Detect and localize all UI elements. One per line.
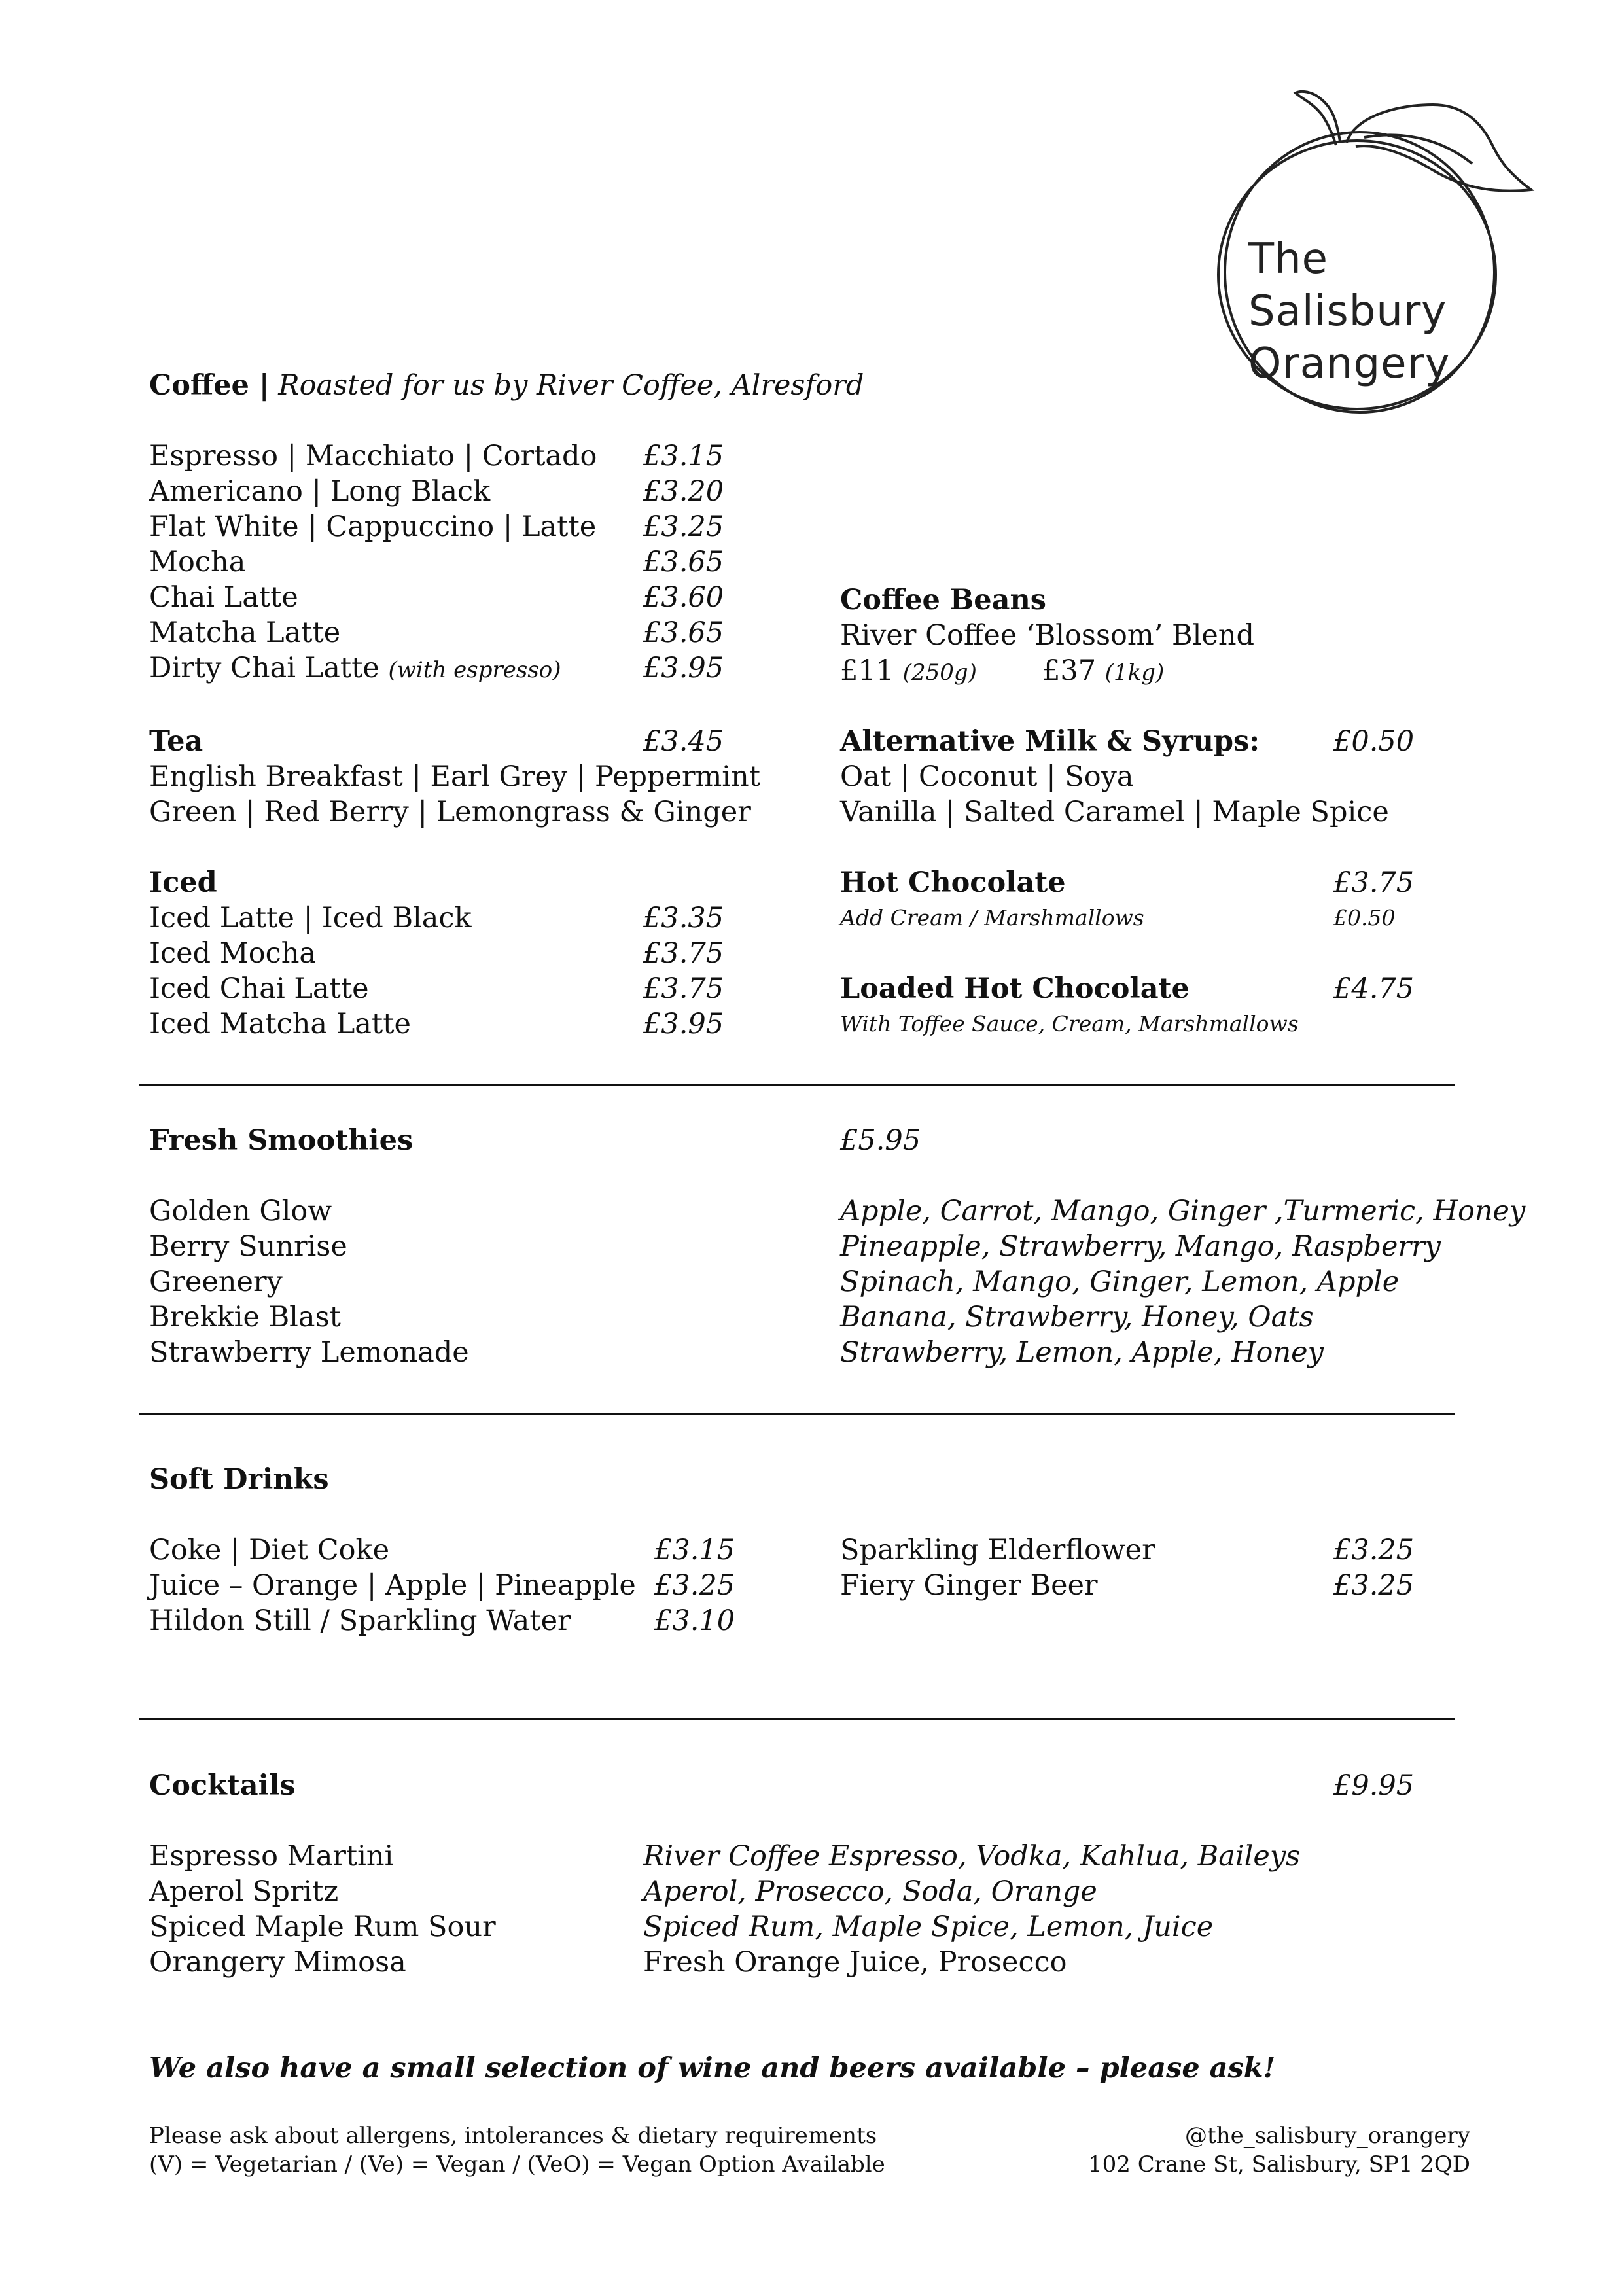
smoothie-desc-list bbox=[840, 1193, 1525, 1370]
list-item: Brekkie Blast bbox=[149, 1301, 341, 1333]
item-desc: Spiced Rum, Maple Spice, Lemon, Juice bbox=[643, 1911, 1214, 1943]
coffee-heading bbox=[149, 368, 864, 403]
wine-note: We also have a small selection of wine and beers available – please ask! bbox=[149, 2052, 1276, 2085]
coffee-title: Coffee | bbox=[149, 369, 270, 402]
soft-left-list bbox=[149, 1532, 636, 1638]
item-price: £3.75 bbox=[643, 937, 724, 970]
list-item: Berry Sunrise bbox=[149, 1230, 347, 1263]
item-desc: Strawberry, Lemon, Apple, Honey bbox=[840, 1336, 1324, 1369]
list-item bbox=[149, 615, 597, 650]
hot-choc-title: Hot Chocolate bbox=[840, 866, 1066, 899]
logo-text-line1: The bbox=[1248, 235, 1329, 283]
smoothies-title: Fresh Smoothies bbox=[149, 1124, 414, 1157]
item-desc: Banana, Strawberry, Honey, Oats bbox=[840, 1301, 1314, 1333]
item-desc: River Coffee Espresso, Vodka, Kahlua, Baileys bbox=[643, 1840, 1301, 1873]
smoothie-name-list bbox=[149, 1193, 469, 1370]
item-price: £3.25 bbox=[1333, 1534, 1415, 1566]
address: 102 Crane St, Salisbury, SP1 2QD bbox=[1088, 2151, 1470, 2178]
section-divider bbox=[139, 1718, 1455, 1720]
hot-choc-price: £3.75 bbox=[1333, 866, 1415, 899]
list-item: Strawberry Lemonade bbox=[149, 1336, 469, 1369]
footer-left bbox=[149, 2121, 885, 2179]
alt-milk-line1: Oat | Coconut | Soya bbox=[840, 760, 1134, 793]
list-item: Hildon Still / Sparkling Water bbox=[149, 1604, 571, 1637]
dietary-key: (V) = Vegetarian / (Ve) = Vegan / (VeO) = Vegan Option Available bbox=[149, 2151, 885, 2178]
alt-milk-line2: Vanilla | Salted Caramel | Maple Spice bbox=[840, 796, 1389, 828]
item-name: Chai Latte bbox=[149, 581, 298, 614]
beans-large-size: (1kg) bbox=[1104, 660, 1165, 686]
soft-right-prices bbox=[1333, 1532, 1414, 1603]
item-price: £3.20 bbox=[643, 475, 724, 508]
item-price: £3.15 bbox=[654, 1534, 735, 1566]
list-item: Coke | Diet Coke bbox=[149, 1534, 390, 1566]
tea-price: £3.45 bbox=[643, 725, 724, 758]
allergens-note: Please ask about allergens, intolerances & dietary requirements bbox=[149, 2123, 877, 2149]
section-divider bbox=[139, 1084, 1455, 1086]
list-item: Aperol Spritz bbox=[149, 1875, 339, 1908]
coffee-subtitle: Roasted for us by River Coffee, Alresford bbox=[278, 369, 864, 402]
smoothies-price: £5.95 bbox=[840, 1124, 921, 1157]
list-item bbox=[149, 474, 597, 509]
item-desc: Aperol, Prosecco, Soda, Orange bbox=[643, 1875, 1097, 1908]
item-name: Mocha bbox=[149, 546, 246, 578]
loaded-choc-title: Loaded Hot Chocolate bbox=[840, 972, 1190, 1005]
orangery-logo bbox=[1184, 79, 1551, 471]
soft-drinks-title: Soft Drinks bbox=[149, 1463, 329, 1496]
loaded-choc-desc: With Toffee Sauce, Cream, Marshmallows bbox=[840, 1011, 1299, 1036]
item-price: £3.95 bbox=[643, 652, 724, 684]
beans-small-size: (250g) bbox=[902, 660, 977, 686]
iced-price-list bbox=[643, 900, 724, 1042]
iced-item-list bbox=[149, 900, 472, 1042]
beans-small bbox=[840, 653, 977, 690]
alt-milk-price: £0.50 bbox=[1333, 725, 1415, 758]
footer-right bbox=[1088, 2121, 1470, 2179]
list-item: Greenery bbox=[149, 1265, 283, 1298]
tea-line1: English Breakfast | Earl Grey | Peppermint bbox=[149, 760, 761, 793]
logo-text-line3: Orangery bbox=[1248, 340, 1451, 388]
item-price: £3.25 bbox=[654, 1569, 735, 1602]
cocktails-price: £9.95 bbox=[1333, 1769, 1415, 1802]
list-item: Iced Matcha Latte bbox=[149, 1008, 411, 1040]
list-item bbox=[149, 438, 597, 474]
beans-small-price: £11 bbox=[840, 654, 894, 687]
item-price: £3.25 bbox=[643, 510, 724, 543]
beans-large bbox=[1042, 653, 1164, 690]
coffee-price-list bbox=[643, 438, 724, 686]
orange-logo-icon bbox=[1184, 79, 1551, 471]
list-item bbox=[149, 509, 597, 544]
list-item: Fiery Ginger Beer bbox=[840, 1569, 1098, 1602]
list-item: Spiced Maple Rum Sour bbox=[149, 1911, 496, 1943]
soft-right-list bbox=[840, 1532, 1155, 1603]
logo-text-line2: Salisbury bbox=[1248, 287, 1447, 336]
social-handle: @the_salisbury_orangery bbox=[1185, 2123, 1470, 2149]
list-item bbox=[149, 544, 597, 580]
hot-choc-extra: Add Cream / Marshmallows bbox=[840, 905, 1144, 930]
item-price: £3.65 bbox=[643, 546, 724, 578]
item-price: £3.35 bbox=[643, 902, 724, 934]
cocktail-name-list bbox=[149, 1839, 496, 1980]
item-price: £3.65 bbox=[643, 616, 724, 649]
loaded-choc-price: £4.75 bbox=[1333, 972, 1415, 1005]
list-item: Orangery Mimosa bbox=[149, 1946, 406, 1979]
soft-left-prices bbox=[654, 1532, 735, 1638]
beans-blend: River Coffee ‘Blossom’ Blend bbox=[840, 619, 1255, 652]
item-desc: Pineapple, Strawberry, Mango, Raspberry bbox=[840, 1230, 1441, 1263]
item-price: £3.10 bbox=[654, 1604, 735, 1637]
list-item: Espresso Martini bbox=[149, 1840, 394, 1873]
section-divider bbox=[139, 1413, 1455, 1415]
item-note: (with espresso) bbox=[388, 657, 561, 683]
list-item: Juice – Orange | Apple | Pineapple bbox=[149, 1569, 636, 1602]
cocktail-desc-list bbox=[643, 1839, 1300, 1980]
item-desc: Apple, Carrot, Mango, Ginger ,Turmeric, Honey bbox=[840, 1195, 1526, 1227]
beans-large-price: £37 bbox=[1042, 654, 1097, 687]
alt-milk-title: Alternative Milk & Syrups: bbox=[840, 725, 1260, 758]
item-desc: Fresh Orange Juice, Prosecco bbox=[643, 1946, 1067, 1979]
list-item bbox=[149, 580, 597, 615]
list-item: Iced Mocha bbox=[149, 937, 317, 970]
item-name: Espresso | Macchiato | Cortado bbox=[149, 440, 597, 472]
item-price: £3.25 bbox=[1333, 1569, 1415, 1602]
item-name: Dirty Chai Latte bbox=[149, 652, 379, 684]
item-price: £3.75 bbox=[643, 972, 724, 1005]
list-item: Iced Latte | Iced Black bbox=[149, 902, 472, 934]
list-item bbox=[149, 650, 597, 688]
tea-title: Tea bbox=[149, 725, 203, 758]
item-name: Flat White | Cappuccino | Latte bbox=[149, 510, 597, 543]
item-price: £3.60 bbox=[643, 581, 724, 614]
list-item: Sparkling Elderflower bbox=[840, 1534, 1155, 1566]
list-item: Iced Chai Latte bbox=[149, 972, 369, 1005]
hot-choc-extra-price: £0.50 bbox=[1333, 905, 1396, 930]
iced-title: Iced bbox=[149, 866, 217, 899]
list-item: Golden Glow bbox=[149, 1195, 332, 1227]
beans-title: Coffee Beans bbox=[840, 584, 1046, 616]
item-price: £3.15 bbox=[643, 440, 724, 472]
coffee-item-list bbox=[149, 438, 597, 688]
item-price: £3.95 bbox=[643, 1008, 724, 1040]
item-desc: Spinach, Mango, Ginger, Lemon, Apple bbox=[840, 1265, 1400, 1298]
item-name: Matcha Latte bbox=[149, 616, 341, 649]
cocktails-title: Cocktails bbox=[149, 1769, 296, 1802]
tea-line2: Green | Red Berry | Lemongrass & Ginger bbox=[149, 796, 751, 828]
item-name: Americano | Long Black bbox=[149, 475, 491, 508]
